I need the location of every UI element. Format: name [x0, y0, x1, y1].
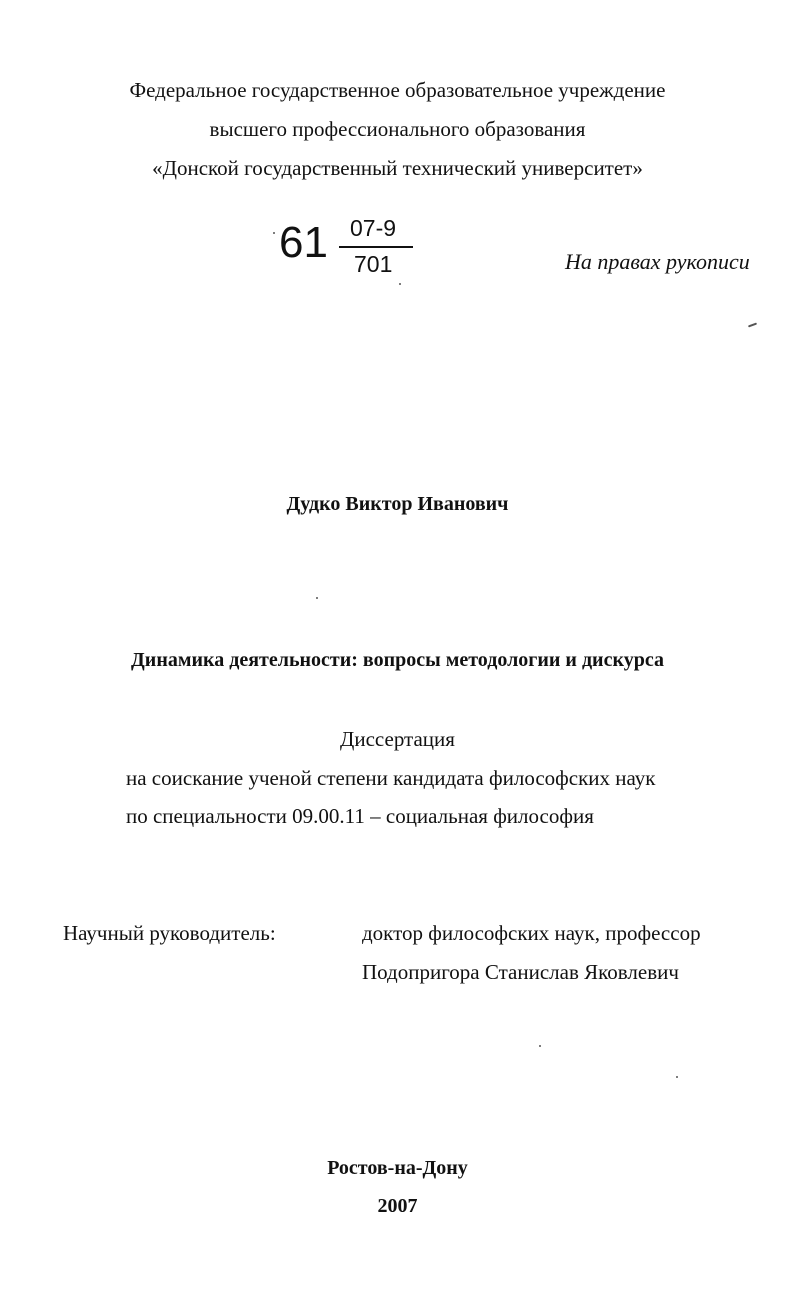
archive-code-divider — [339, 246, 413, 248]
degree-line: на соискание ученой степени кандидата философских наук — [126, 766, 656, 790]
city: Ростов-на-Дону — [327, 1157, 468, 1179]
scan-speck — [273, 232, 275, 234]
scan-speck — [539, 1045, 541, 1047]
institution-line-2: высшего профессионального образования — [209, 117, 586, 141]
supervisor-name: Подопригора Станислав Яковлевич — [362, 960, 679, 984]
institution-line-3: «Донской государственный технический университет» — [152, 156, 643, 180]
supervisor-credentials: доктор философских наук, профессор — [362, 921, 701, 945]
dissertation-type: Диссертация — [340, 727, 455, 751]
archive-code-denominator: 701 — [354, 251, 393, 277]
scan-speck — [748, 323, 757, 328]
scan-speck — [399, 283, 401, 285]
year: 2007 — [377, 1195, 418, 1217]
specialty-line: по специальности 09.00.11 – социальная философия — [126, 804, 594, 828]
institution-line-1: Федеральное государственное образовательное учреждение — [129, 78, 666, 102]
archive-code-main: 61 — [279, 218, 328, 267]
author-name: Дудко Виктор Иванович — [286, 493, 509, 515]
scan-speck — [676, 1076, 678, 1078]
supervisor-label: Научный руководитель: — [63, 921, 276, 945]
scan-speck — [316, 597, 318, 599]
dissertation-title: Динамика деятельности: вопросы методологии и дискурса — [131, 649, 664, 671]
manuscript-note: На правах рукописи — [565, 249, 750, 274]
archive-code-numerator: 07-9 — [350, 215, 397, 241]
